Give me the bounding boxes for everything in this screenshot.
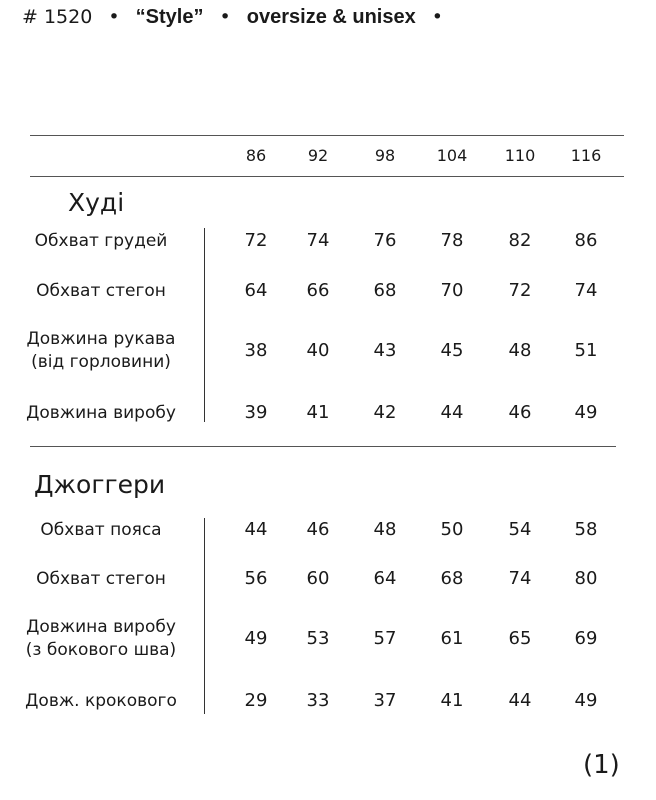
size-header-cell: 86 xyxy=(245,146,267,165)
joggers-table-cell: 46 xyxy=(306,519,330,540)
joggers-row-label xyxy=(8,568,194,591)
joggers-table-cell: 50 xyxy=(440,519,464,540)
hoodie-table-cell: 46 xyxy=(508,402,532,423)
joggers-row-label xyxy=(8,690,194,713)
hoodie-row-label xyxy=(8,230,194,253)
label-line: Довжина виробу xyxy=(26,402,176,423)
label-line: Довж. крокового xyxy=(25,690,177,711)
size-header-cell: 104 xyxy=(436,146,468,165)
product-code: # 1520 xyxy=(22,6,93,28)
hoodie-table-cell: 70 xyxy=(440,280,464,301)
hoodie-table-cell: 72 xyxy=(508,280,532,301)
joggers-table-cell: 44 xyxy=(508,690,532,711)
joggers-table-cell: 29 xyxy=(244,690,268,711)
joggers-table-cell: 41 xyxy=(440,690,464,711)
hoodie-row-label xyxy=(8,328,194,374)
hoodie-table-cell: 43 xyxy=(373,340,397,361)
joggers-table-cell: 69 xyxy=(574,628,598,649)
page-number: (1) xyxy=(583,750,620,780)
hoodie-table-cell: 76 xyxy=(373,230,397,251)
hoodie-table-cell: 42 xyxy=(373,402,397,423)
hoodie-table-cell: 64 xyxy=(244,280,268,301)
joggers-table-cell: 68 xyxy=(440,568,464,589)
bullet-2: • xyxy=(219,6,231,28)
header-rule xyxy=(30,176,624,177)
joggers-table-cell: 53 xyxy=(306,628,330,649)
joggers-table-cell: 80 xyxy=(574,568,598,589)
joggers-row-label xyxy=(8,519,194,542)
hoodie-table-cell: 74 xyxy=(574,280,598,301)
label-line: (з бокового шва) xyxy=(25,640,177,660)
label-line: Обхват стегон xyxy=(36,280,166,301)
joggers-table-cell: 60 xyxy=(306,568,330,589)
hoodie-table-cell: 82 xyxy=(508,230,532,251)
joggers-row-label xyxy=(8,616,194,662)
label-line: Довжина виробу xyxy=(26,617,176,637)
joggers-table-cell: 64 xyxy=(373,568,397,589)
hoodie-table-cell: 74 xyxy=(306,230,330,251)
joggers-table-cell: 37 xyxy=(373,690,397,711)
size-header-cell: 98 xyxy=(374,146,396,165)
hoodie-table-cell: 49 xyxy=(574,402,598,423)
hoodie-table-cell: 38 xyxy=(244,340,268,361)
label-line: Обхват грудей xyxy=(34,230,168,251)
hoodie-table-cell: 68 xyxy=(373,280,397,301)
fit-description: oversize & unisex xyxy=(246,6,416,28)
hoodie-row-label xyxy=(8,402,194,425)
bullet-1: • xyxy=(108,6,120,28)
joggers-table-cell: 61 xyxy=(440,628,464,649)
hoodie-section-title: Худі xyxy=(68,188,125,217)
label-line: (від горловини) xyxy=(31,352,171,372)
joggers-table-cell: 54 xyxy=(508,519,532,540)
hoodie-table-cell: 45 xyxy=(440,340,464,361)
joggers-table-cell: 57 xyxy=(373,628,397,649)
joggers-table-cell: 56 xyxy=(244,568,268,589)
joggers-table-cell: 44 xyxy=(244,519,268,540)
joggers-table-cell: 48 xyxy=(373,519,397,540)
bullet-3: • xyxy=(431,6,443,28)
hoodie-table-cell: 51 xyxy=(574,340,598,361)
hoodie-table-cell: 86 xyxy=(574,230,598,251)
style-name: “Style” xyxy=(135,6,204,28)
joggers-table-cell: 49 xyxy=(574,690,598,711)
hoodie-table-cell: 78 xyxy=(440,230,464,251)
hoodie-table-cell: 40 xyxy=(306,340,330,361)
joggers-table-cell: 65 xyxy=(508,628,532,649)
joggers-divider-line xyxy=(204,518,205,714)
hoodie-divider-line xyxy=(204,228,205,422)
size-header-cell: 116 xyxy=(570,146,602,165)
hoodie-row-label xyxy=(8,280,194,303)
hoodie-table-cell: 39 xyxy=(244,402,268,423)
hoodie-table-cell: 72 xyxy=(244,230,268,251)
hoodie-table-cell: 66 xyxy=(306,280,330,301)
hoodie-table-cell: 48 xyxy=(508,340,532,361)
hoodie-table-cell: 44 xyxy=(440,402,464,423)
size-header-cell: 92 xyxy=(307,146,329,165)
joggers-table-cell: 74 xyxy=(508,568,532,589)
joggers-table-cell: 58 xyxy=(574,519,598,540)
size-header-cell: 110 xyxy=(504,146,536,165)
section-divider xyxy=(30,446,616,447)
label-line: Обхват стегон xyxy=(36,568,166,589)
joggers-table-cell: 33 xyxy=(306,690,330,711)
label-line: Довжина рукава xyxy=(26,329,176,349)
joggers-section-title: Джоггери xyxy=(34,470,166,499)
page-header xyxy=(22,6,453,29)
label-line: Обхват пояса xyxy=(40,519,162,540)
top-rule xyxy=(30,135,624,136)
joggers-table-cell: 49 xyxy=(244,628,268,649)
hoodie-table-cell: 41 xyxy=(306,402,330,423)
